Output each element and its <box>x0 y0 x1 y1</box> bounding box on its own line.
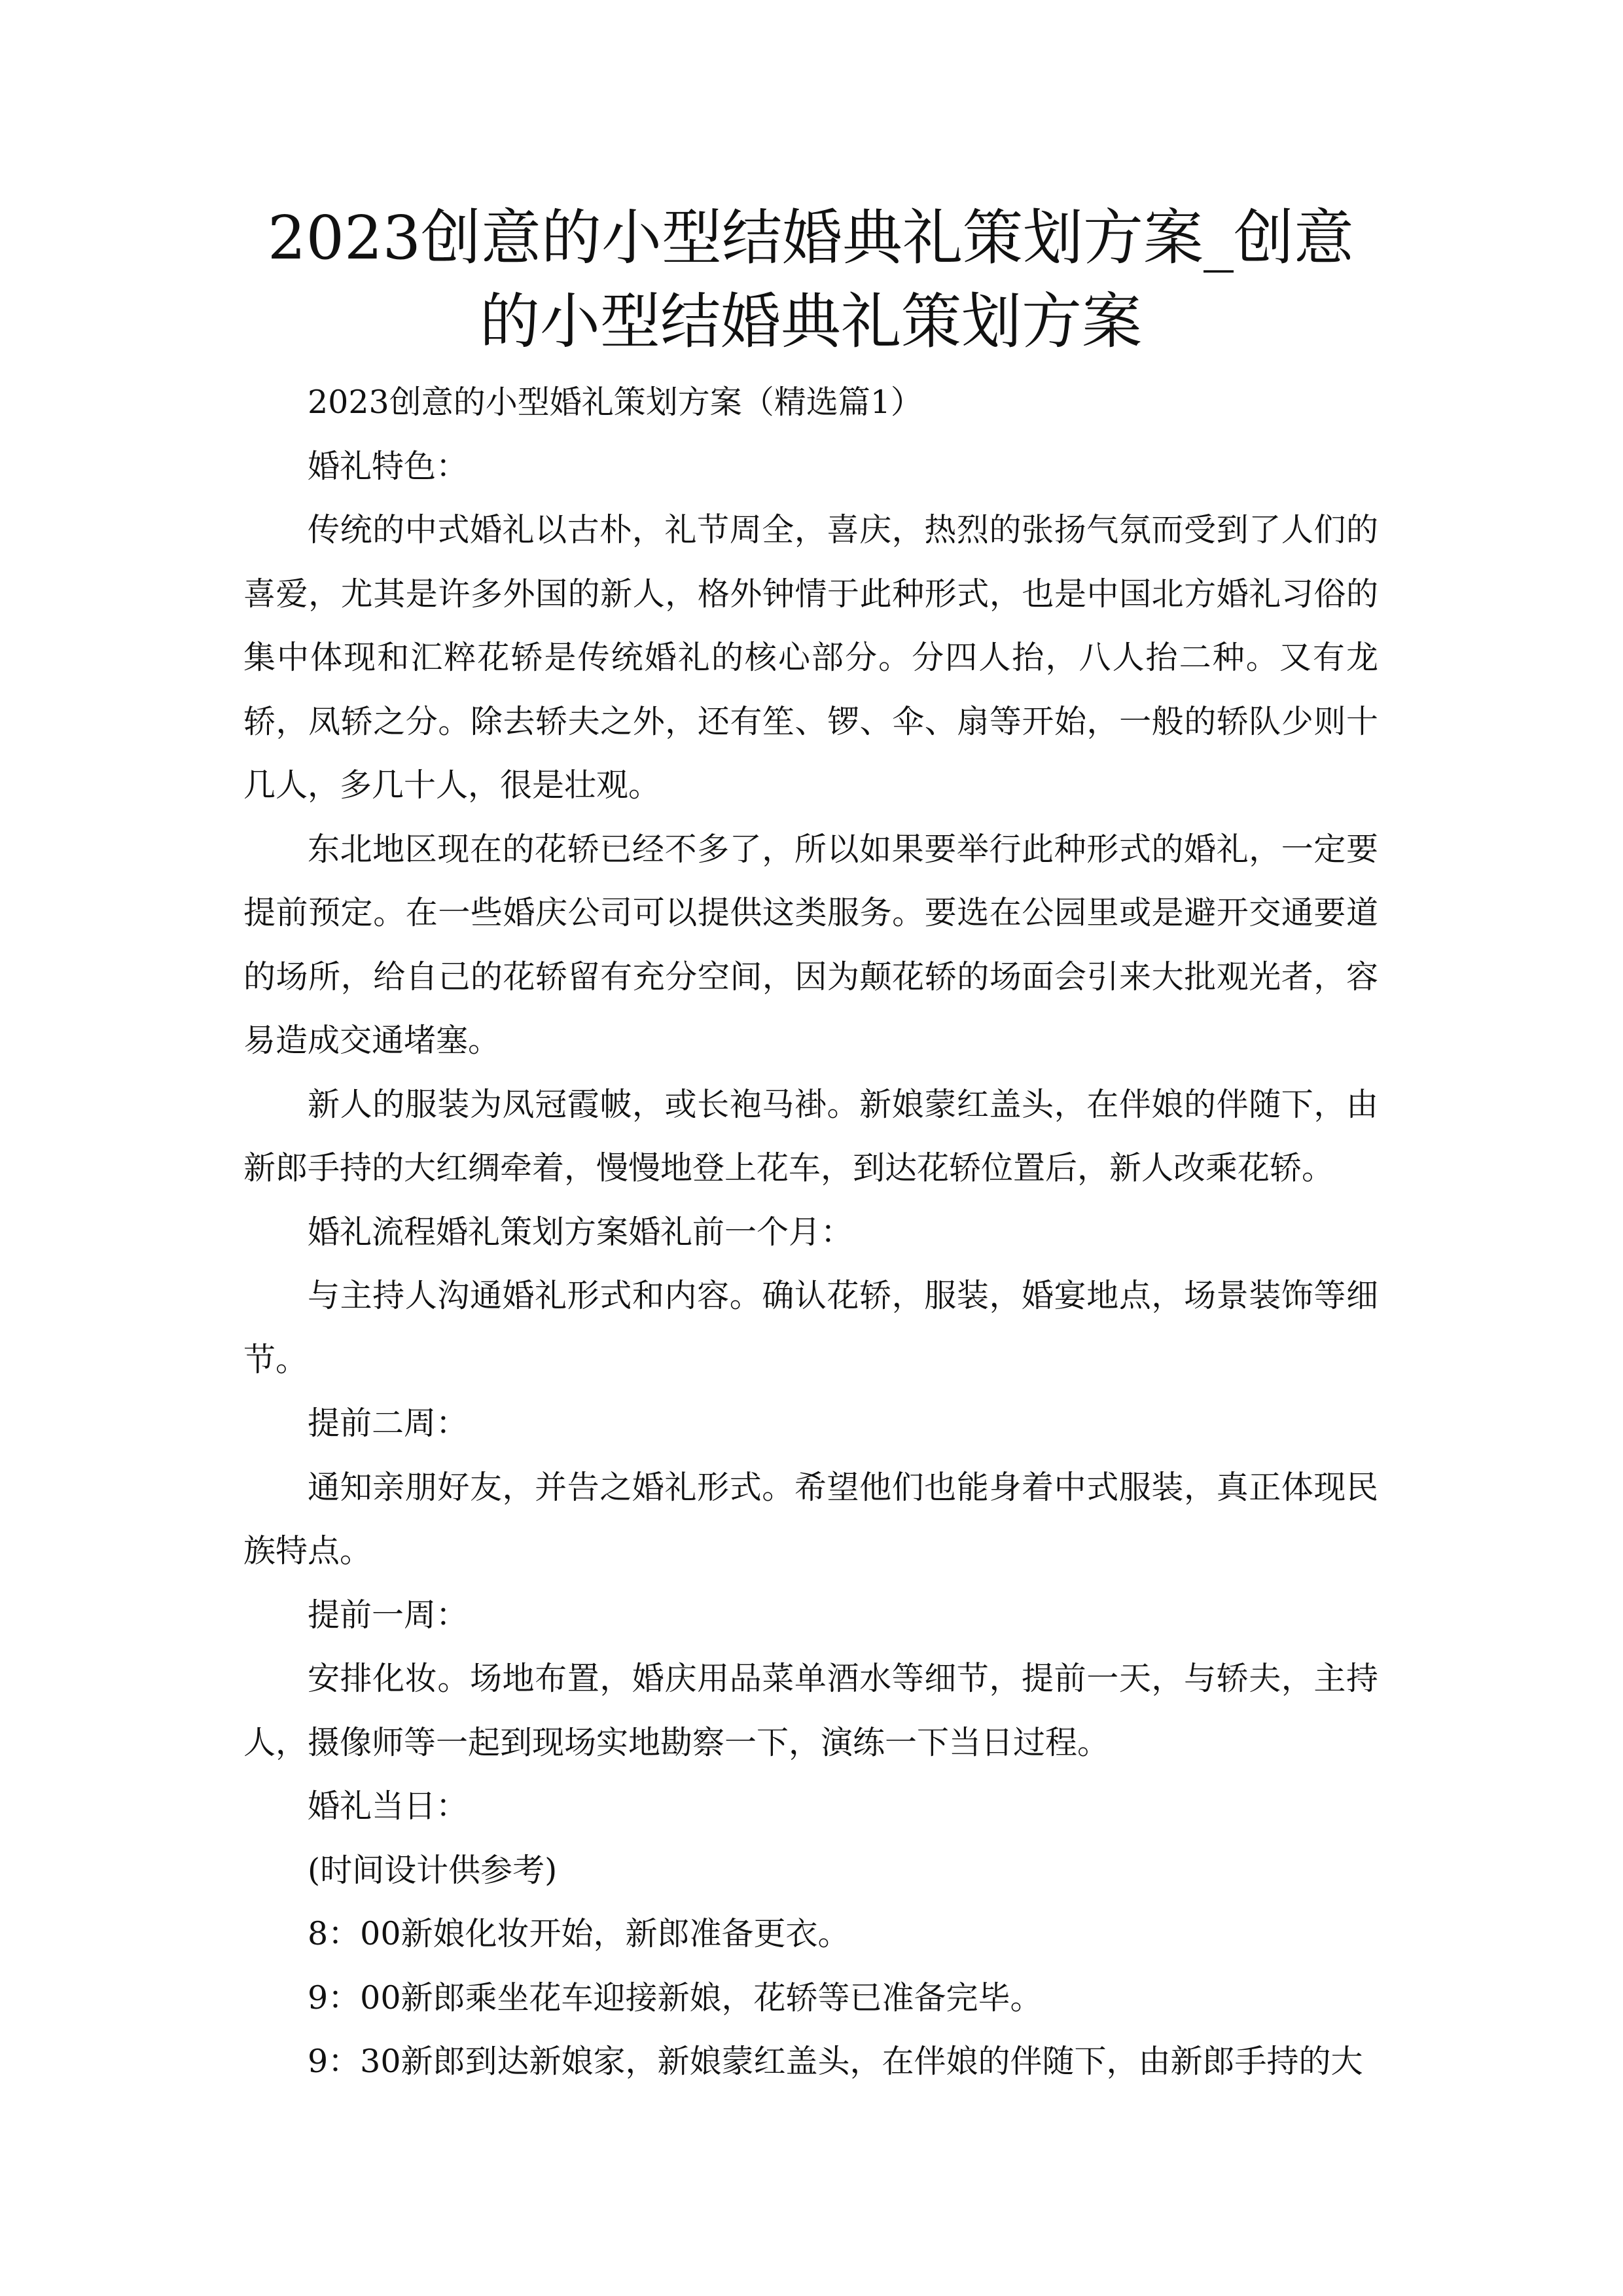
paragraph-heading-two-weeks: 提前二周： <box>308 1405 469 1442</box>
paragraph-heading-features: 婚礼特色： <box>308 447 469 485</box>
paragraph-host-communication: 与主持人沟通婚礼形式和内容。确认花轿，服装，婚宴地点，场景装饰等细节。 <box>243 1277 1378 1378</box>
paragraph-heading-wedding-day: 婚礼当日： <box>308 1787 469 1825</box>
document-body <box>243 370 1378 2094</box>
paragraph-heading-process: 婚礼流程婚礼策划方案婚礼前一个月： <box>308 1213 853 1251</box>
paragraph-heading-one-week: 提前一周： <box>308 1596 469 1634</box>
document-content <box>243 196 1378 2094</box>
paragraph-time-0800: 8：00新娘化妆开始，新郎准备更衣。 <box>308 1915 850 1952</box>
paragraph-notify-friends: 通知亲朋好友，并告之婚礼形式。希望他们也能身着中式服装，真正体现民族特点。 <box>243 1468 1378 1570</box>
paragraph-time-note: (时间设计供参考) <box>308 1851 558 1889</box>
paragraph-time-0930: 9：30新郎到达新娘家，新娘蒙红盖头，在伴娘的伴随下，由新郎手持的大 <box>308 2043 1363 2080</box>
paragraph-subtitle: 2023创意的小型婚礼策划方案（精选篇1） <box>308 384 923 421</box>
paragraph-northeast-sedan: 东北地区现在的花轿已经不多了，所以如果要举行此种形式的婚礼，一定要提前预定。在一些婚庆公司可以提供这类服务。要选在公园里或是避开交通要道的场所，给自己的花轿留有充分空间，因为颠花轿的场面会引来大批观光者，容易造成交通堵塞。 <box>243 830 1378 1059</box>
paragraph-costume: 新人的服装为凤冠霞帔，或长袍马褂。新娘蒙红盖头，在伴娘的伴随下，由新郎手持的大红绸牵着，慢慢地登上花车，到达花轿位置后，新人改乘花轿。 <box>243 1085 1378 1187</box>
paragraph-arrange-makeup: 安排化妆。场地布置，婚庆用品菜单酒水等细节，提前一天，与轿夫，主持人，摄像师等一起到现场实地勘察一下，演练一下当日过程。 <box>243 1660 1378 1761</box>
paragraph-traditional-wedding: 传统的中式婚礼以古朴，礼节周全，喜庆，热烈的张扬气氛而受到了人们的喜爱，尤其是许多外国的新人，格外钟情于此种形式，也是中国北方婚礼习俗的集中体现和汇粹花轿是传统婚礼的核心部分。分四人抬，八人抬二种。又有龙轿，凤轿之分。除去轿夫之外，还有笙、锣、伞、扇等开始，一般的轿队少则十几人，多几十人，很是壮观。 <box>243 511 1378 804</box>
document-title: 2023创意的小型结婚典礼策划方案_创意的小型结婚典礼策划方案 <box>267 203 1355 357</box>
paragraph-time-0900: 9：00新郎乘坐花车迎接新娘，花轿等已准备完毕。 <box>308 1979 1043 2017</box>
